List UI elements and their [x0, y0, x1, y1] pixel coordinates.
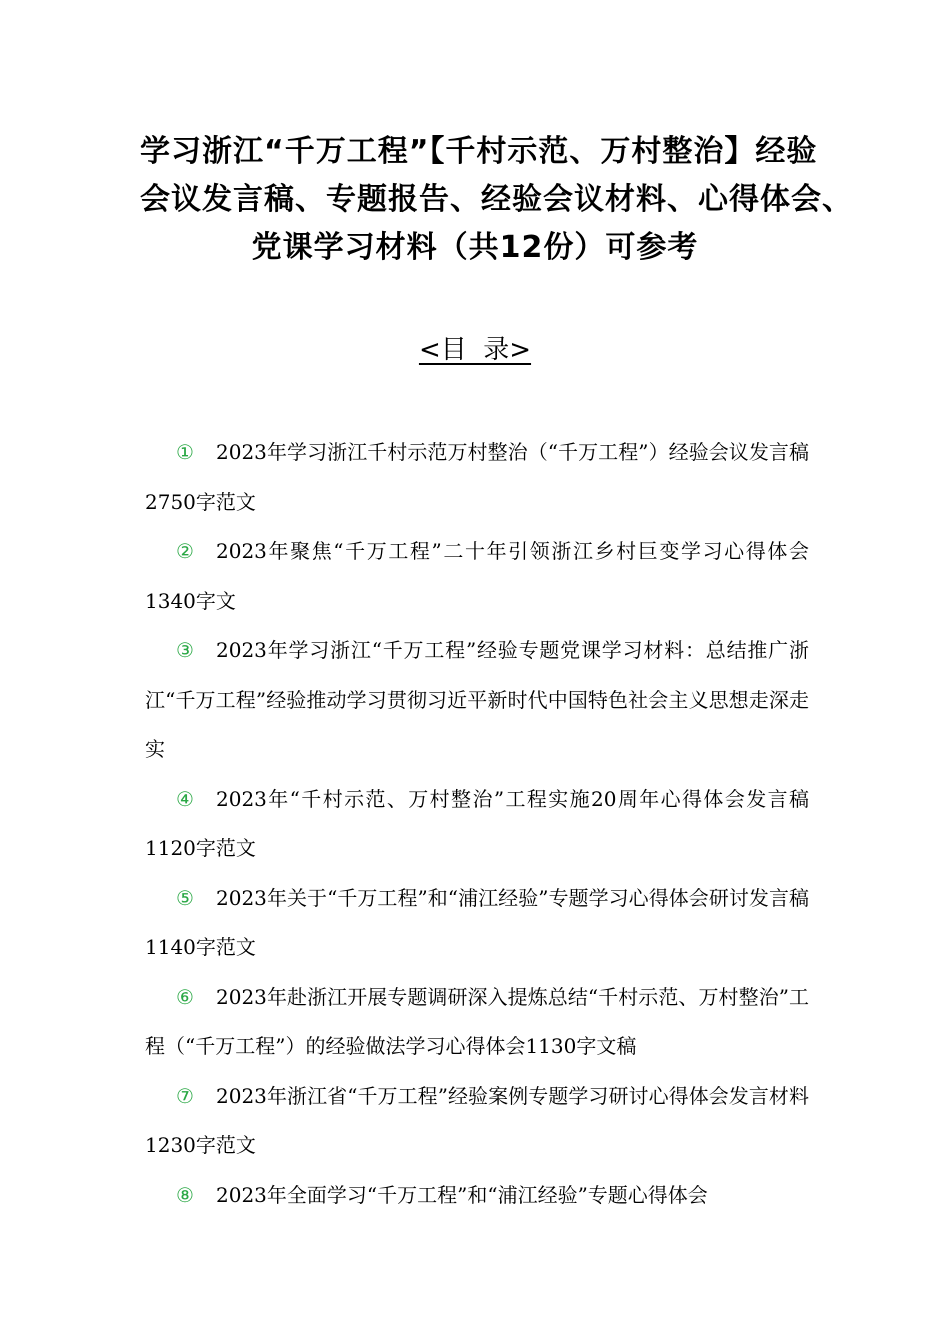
- toc-item-marker: ⑥: [176, 984, 194, 1009]
- toc-item-text: 2023年学习浙江“千万工程”经验专题党课学习材料：总结推广浙江“千万工程”经验推动学习贯彻习近平新时代中国特色社会主义思想走深走实: [145, 638, 809, 761]
- table-of-contents: [145, 428, 809, 1220]
- toc-item-text: 2023年关于“千万工程”和“浦江经验”专题学习心得体会研讨发言稿1140字范文: [145, 885, 809, 959]
- toc-item-text: 2023年全面学习“千万工程”和“浦江经验”专题心得体会: [216, 1182, 708, 1207]
- toc-item: [145, 428, 809, 527]
- toc-item-marker: ⑧: [176, 1182, 194, 1207]
- title-line-2: 会议发言稿、专题报告、经验会议材料、心得体会、: [140, 182, 853, 217]
- toc-item-marker: ⑤: [176, 885, 194, 910]
- title-line-3: 党课学习材料（共12份）可参考: [251, 230, 699, 265]
- toc-item-text: 2023年学习浙江千村示范万村整治（“千万工程”）经验会议发言稿2750字范文: [145, 440, 809, 514]
- toc-item-marker: ⑦: [176, 1083, 194, 1108]
- toc-item-text: 2023年浙江省“千万工程”经验案例专题学习研讨心得体会发言材料1230字范文: [145, 1083, 809, 1157]
- toc-item: [145, 1171, 809, 1221]
- toc-item-marker: ①: [176, 440, 194, 464]
- toc-item: [145, 626, 809, 775]
- document-title: [140, 128, 853, 272]
- toc-item-text: 2023年聚焦“千万工程”二十年引领浙江乡村巨变学习心得体会1340字文: [145, 539, 809, 613]
- title-line-1: 学习浙江“千万工程”【千村示范、万村整治】经验: [140, 134, 818, 169]
- toc-item: [145, 1072, 809, 1171]
- toc-heading: [0, 330, 950, 370]
- toc-item-text: 2023年赴浙江开展专题调研深入提炼总结“千村示范、万村整治”工程（“千万工程”）的经验做法学习心得体会1130字文稿: [145, 984, 809, 1058]
- toc-item: [145, 775, 809, 874]
- toc-item-text: 2023年“千村示范、万村整治”工程实施20周年心得体会发言稿1120字范文: [145, 786, 809, 860]
- toc-item: [145, 527, 809, 626]
- toc-heading-text: <目 录>: [418, 335, 532, 365]
- toc-item-marker: ②: [176, 539, 194, 563]
- toc-item-marker: ③: [176, 638, 194, 662]
- toc-item: [145, 973, 809, 1072]
- toc-item-marker: ④: [176, 786, 194, 811]
- toc-item: [145, 874, 809, 973]
